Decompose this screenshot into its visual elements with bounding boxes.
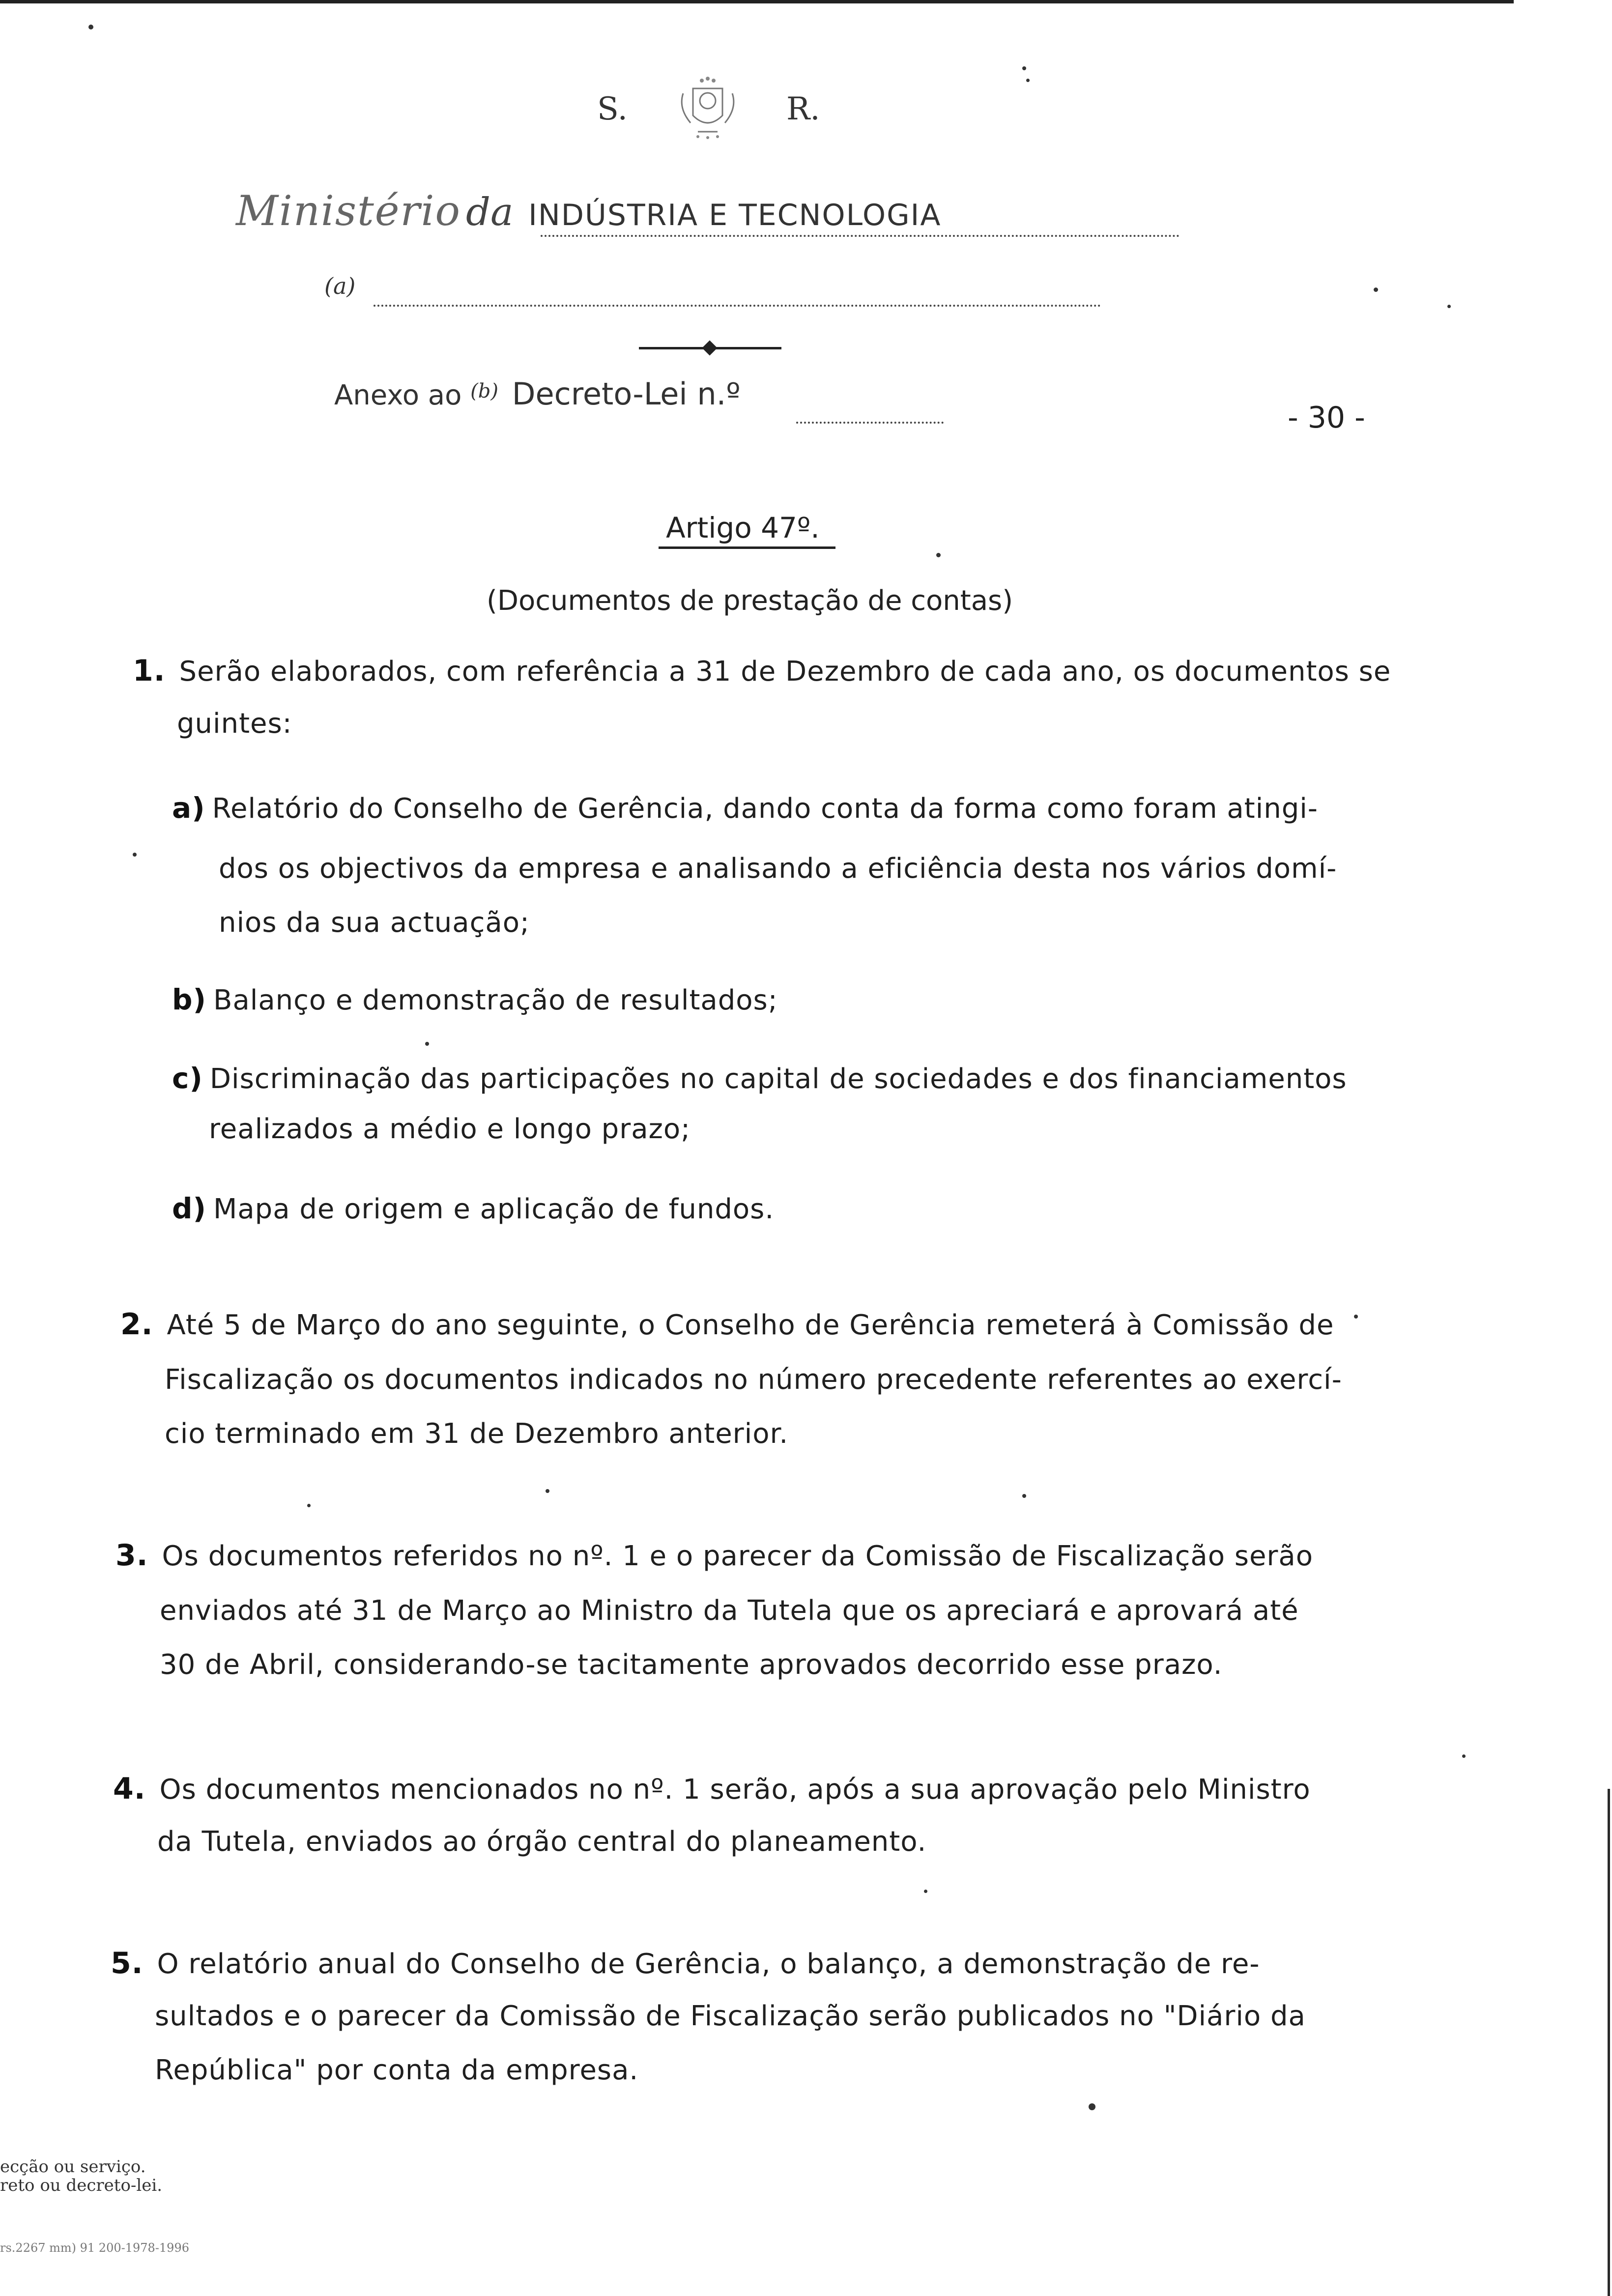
item-c-text-1: Discriminação das participações no capital de sociedades e dos financiamentos <box>209 1063 1347 1095</box>
annex-line <box>334 376 741 412</box>
letterhead-s: S. <box>597 91 628 127</box>
ministry-da: da <box>466 190 514 234</box>
right-edge-rule <box>1608 1789 1610 2296</box>
annex-dotted-line <box>796 422 944 424</box>
paragraph-5-line-2: sultados e o parecer da Comissão de Fiscalização serão publicados no "Diário da <box>155 2000 1306 2032</box>
item-a-line-3: nios da sua actuação; <box>219 907 530 939</box>
scan-speck <box>1022 1494 1026 1498</box>
item-d-line-1 <box>172 1192 774 1225</box>
field-a-label: (a) <box>324 273 356 299</box>
item-a-text-1: Relatório do Conselho de Gerência, dando conta da forma como foram atingi- <box>212 793 1318 825</box>
annex-marker-b: (b) <box>470 380 498 402</box>
paragraph-2-line-2: Fiscalização os documentos indicados no número precedente referentes ao exercí- <box>165 1364 1342 1396</box>
paragraph-4-text-1: Os documentos mencionados no nº. 1 serão, após a sua aprovação pelo Ministro <box>159 1774 1311 1806</box>
scan-speck <box>1354 1315 1358 1319</box>
field-a-dotted-line <box>374 305 1101 307</box>
scan-speck <box>133 853 137 857</box>
footnotes <box>0 2157 162 2195</box>
scan-speck <box>1026 79 1030 82</box>
item-a-line-1 <box>172 791 1318 825</box>
item-b-label: b) <box>172 983 207 1016</box>
paragraph-5-number: 5. <box>111 1946 144 1980</box>
scan-speck <box>924 1890 927 1893</box>
paragraph-1-number: 1. <box>133 654 166 688</box>
ministry-heading <box>236 187 941 235</box>
ministry-dotted-line <box>541 235 1180 237</box>
paragraph-3-line-3: 30 de Abril, considerando-se tacitamente aprovados decorrido esse prazo. <box>160 1649 1223 1681</box>
divider-diamond <box>702 340 717 355</box>
scan-speck <box>1374 287 1378 292</box>
paragraph-2-line-1 <box>120 1307 1334 1342</box>
scan-speck <box>1089 2103 1095 2110</box>
article-subtitle: (Documentos de prestação de contas) <box>487 585 1013 617</box>
coat-of-arms-emblem <box>663 74 752 143</box>
item-c-line-2: realizados a médio e longo prazo; <box>209 1113 691 1145</box>
print-code: rs.2267 mm) 91 200-1978-1996 <box>0 2241 189 2255</box>
article-title-underline <box>659 546 835 549</box>
footnote-a: ecção ou serviço. <box>0 2157 146 2177</box>
item-b-line-1 <box>172 983 778 1016</box>
paragraph-4-line-1 <box>113 1772 1311 1806</box>
item-a-label: a) <box>172 791 205 825</box>
paragraph-1-text-1: Serão elaborados, com referência a 31 de Dezembro de cada ano, os documentos se <box>179 656 1391 688</box>
scan-speck <box>425 1042 429 1046</box>
page-number: - 30 - <box>1288 401 1365 435</box>
scan-speck <box>1022 66 1026 70</box>
paragraph-1-line-1 <box>133 654 1391 688</box>
article-title: Artigo 47º. <box>666 511 820 545</box>
item-d-text-1: Mapa de origem e aplicação de fundos. <box>213 1193 775 1225</box>
paragraph-3-text-1: Os documentos referidos no nº. 1 e o parecer da Comissão de Fiscalização serão <box>162 1540 1313 1572</box>
paragraph-3-line-2: enviados até 31 de Março ao Ministro da Tutela que os apreciará e aprovará até <box>160 1595 1299 1627</box>
paragraph-3-line-1 <box>115 1538 1313 1573</box>
paragraph-4-number: 4. <box>113 1772 146 1806</box>
item-c-label: c) <box>172 1062 203 1095</box>
top-border-rule <box>0 0 1514 3</box>
ministry-word: Ministério <box>236 187 461 235</box>
paragraph-5-text-1: O relatório anual do Conselho de Gerência, o balanço, a demonstração de re- <box>157 1948 1260 1980</box>
letterhead-r: R. <box>786 91 820 127</box>
scan-speck <box>1447 305 1451 308</box>
paragraph-1-line-2: guintes: <box>177 708 292 740</box>
scan-speck <box>307 1504 311 1507</box>
paragraph-2-number: 2. <box>120 1307 153 1342</box>
paragraph-3-number: 3. <box>115 1538 148 1573</box>
item-d-label: d) <box>172 1192 207 1225</box>
footnote-b: reto ou decreto-lei. <box>0 2176 163 2195</box>
paragraph-4-line-2: da Tutela, enviados ao órgão central do planeamento. <box>157 1826 927 1858</box>
item-a-line-2: dos os objectivos da empresa e analisando a eficiência desta nos vários domí- <box>219 853 1337 885</box>
scan-speck <box>546 1489 549 1493</box>
paragraph-5-line-1 <box>111 1946 1260 1980</box>
annex-prefix: Anexo ao <box>334 379 462 411</box>
scan-speck <box>1462 1754 1466 1758</box>
item-c-line-1 <box>172 1062 1347 1095</box>
paragraph-2-text-1: Até 5 de Março do ano seguinte, o Conselho de Gerência remeterá à Comissão de <box>167 1309 1334 1341</box>
paragraph-2-line-3: cio terminado em 31 de Dezembro anterior. <box>165 1418 789 1450</box>
item-b-text-1: Balanço e demonstração de resultados; <box>213 984 778 1016</box>
ministry-department: INDÚSTRIA E TECNOLOGIA <box>528 198 942 232</box>
annex-decree: Decreto-Lei n.º <box>512 376 741 412</box>
scan-speck <box>936 553 941 557</box>
scan-speck <box>88 25 93 29</box>
paragraph-5-line-3: República" por conta da empresa. <box>155 2054 639 2086</box>
